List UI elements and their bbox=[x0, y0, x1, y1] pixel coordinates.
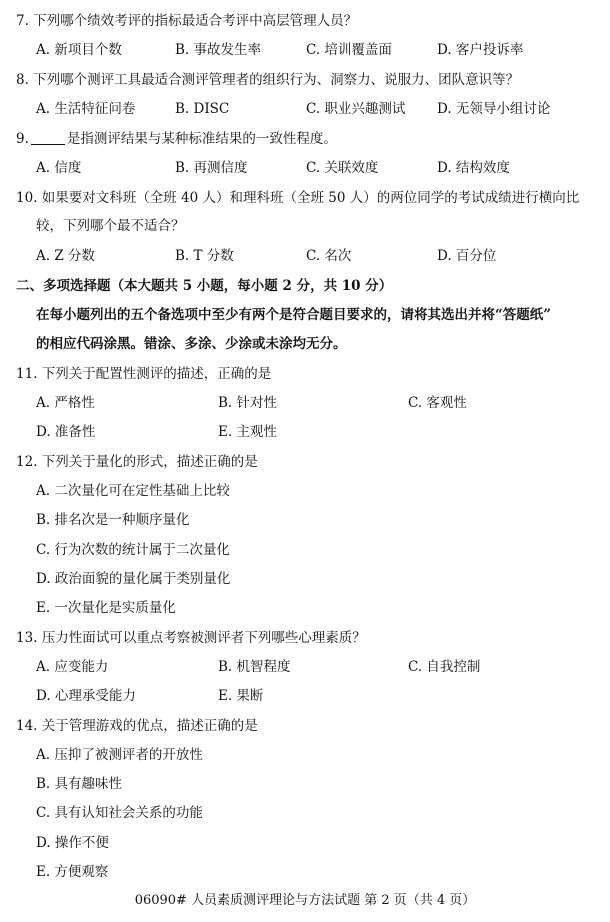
q12-option-e: E. 一次量化是实质量化 bbox=[36, 600, 176, 616]
q7-option-a: A. 新项目个数 bbox=[36, 42, 122, 58]
q12-option-a: A. 二次量化可在定性基础上比较 bbox=[36, 483, 230, 499]
q14-option-c: C. 具有认知社会关系的功能 bbox=[36, 805, 203, 821]
q14-option-a: A. 压抑了被测评者的开放性 bbox=[36, 747, 203, 763]
q11-option-b: B. 针对性 bbox=[218, 395, 278, 411]
question-14: 14. 关于管理游戏的优点，描述正确的是 bbox=[16, 718, 258, 734]
q8-option-c: C. 职业兴趣测试 bbox=[306, 101, 406, 117]
q9-option-b: B. 再测信度 bbox=[175, 160, 248, 176]
q14-option-e: E. 方便观察 bbox=[36, 864, 109, 880]
q13-option-a: A. 应变能力 bbox=[36, 659, 109, 675]
q9-option-a: A. 信度 bbox=[36, 160, 82, 176]
q10-option-c: C. 名次 bbox=[306, 248, 352, 264]
q9-number: 9. bbox=[16, 131, 29, 147]
question-7: 7. 下列哪个绩效考评的指标最适合考评中高层管理人员？ bbox=[16, 13, 358, 29]
q11-option-c: C. 客观性 bbox=[408, 395, 467, 411]
question-10-cont: 较，下列哪个最不适合？ bbox=[36, 218, 185, 234]
fill-in-blank bbox=[31, 130, 65, 145]
q8-option-a: A. 生活特征问卷 bbox=[36, 101, 136, 117]
q12-option-c: C. 行为次数的统计属于二次量化 bbox=[36, 542, 230, 558]
q7-option-c: C. 培训覆盖面 bbox=[306, 42, 392, 58]
page-footer: 06090# 人员素质测评理论与方法试题 第 2 页（共 4 页） bbox=[134, 893, 476, 908]
question-13: 13. 压力性面试可以重点考察被测评者下列哪些心理素质？ bbox=[16, 630, 366, 646]
q9-text: 是指测评结果与某种标准结果的一致性程度。 bbox=[66, 131, 337, 147]
section-instructions-2: 的相应代码涂黑。错涂、多涂、少涂或未涂均无分。 bbox=[36, 336, 347, 352]
q10-option-b: B. T 分数 bbox=[175, 248, 234, 264]
question-9 bbox=[16, 130, 337, 148]
q11-option-d: D. 准备性 bbox=[36, 424, 96, 440]
q9-option-c: C. 关联效度 bbox=[306, 160, 379, 176]
q8-option-d: D. 无领导小组讨论 bbox=[437, 101, 551, 117]
q13-option-d: D. 心理承受能力 bbox=[36, 688, 136, 704]
question-10: 10. 如果要对文科班（全班 40 人）和理科班（全班 50 人）的两位同学的考试成绩进行横向比 bbox=[16, 190, 580, 206]
q14-option-d: D. 操作不便 bbox=[36, 835, 109, 851]
q12-option-d: D. 政治面貌的量化属于类别量化 bbox=[36, 571, 231, 587]
q11-option-e: E. 主观性 bbox=[218, 424, 277, 440]
section-instructions-1: 在每小题列出的五个备选项中至少有两个是符合题目要求的，请将其选出并将“答题纸” bbox=[36, 307, 552, 323]
section-heading: 二、多项选择题（本大题共 5 小题，每小题 2 分，共 10 分） bbox=[16, 278, 393, 294]
q7-option-d: D. 客户投诉率 bbox=[437, 42, 524, 58]
q13-option-e: E. 果断 bbox=[218, 688, 264, 704]
q13-option-b: B. 机智程度 bbox=[218, 659, 291, 675]
question-11: 11. 下列关于配置性测评的描述，正确的是 bbox=[16, 366, 272, 382]
q12-option-b: B. 排名次是一种顺序量化 bbox=[36, 512, 190, 528]
question-12: 12. 下列关于量化的形式，描述正确的是 bbox=[16, 454, 258, 470]
q10-option-d: D. 百分位 bbox=[437, 248, 497, 264]
question-8: 8. 下列哪个测评工具最适合测评管理者的组织行为、洞察力、说服力、团队意识等？ bbox=[16, 72, 520, 88]
q8-option-b: B. DISC bbox=[175, 101, 230, 117]
q7-option-b: B. 事故发生率 bbox=[175, 42, 262, 58]
q14-option-b: B. 具有趣味性 bbox=[36, 776, 123, 792]
q11-option-a: A. 严格性 bbox=[36, 395, 95, 411]
q9-option-d: D. 结构效度 bbox=[437, 160, 510, 176]
q13-option-c: C. 自我控制 bbox=[408, 659, 481, 675]
q10-option-a: A. Z 分数 bbox=[36, 248, 96, 264]
